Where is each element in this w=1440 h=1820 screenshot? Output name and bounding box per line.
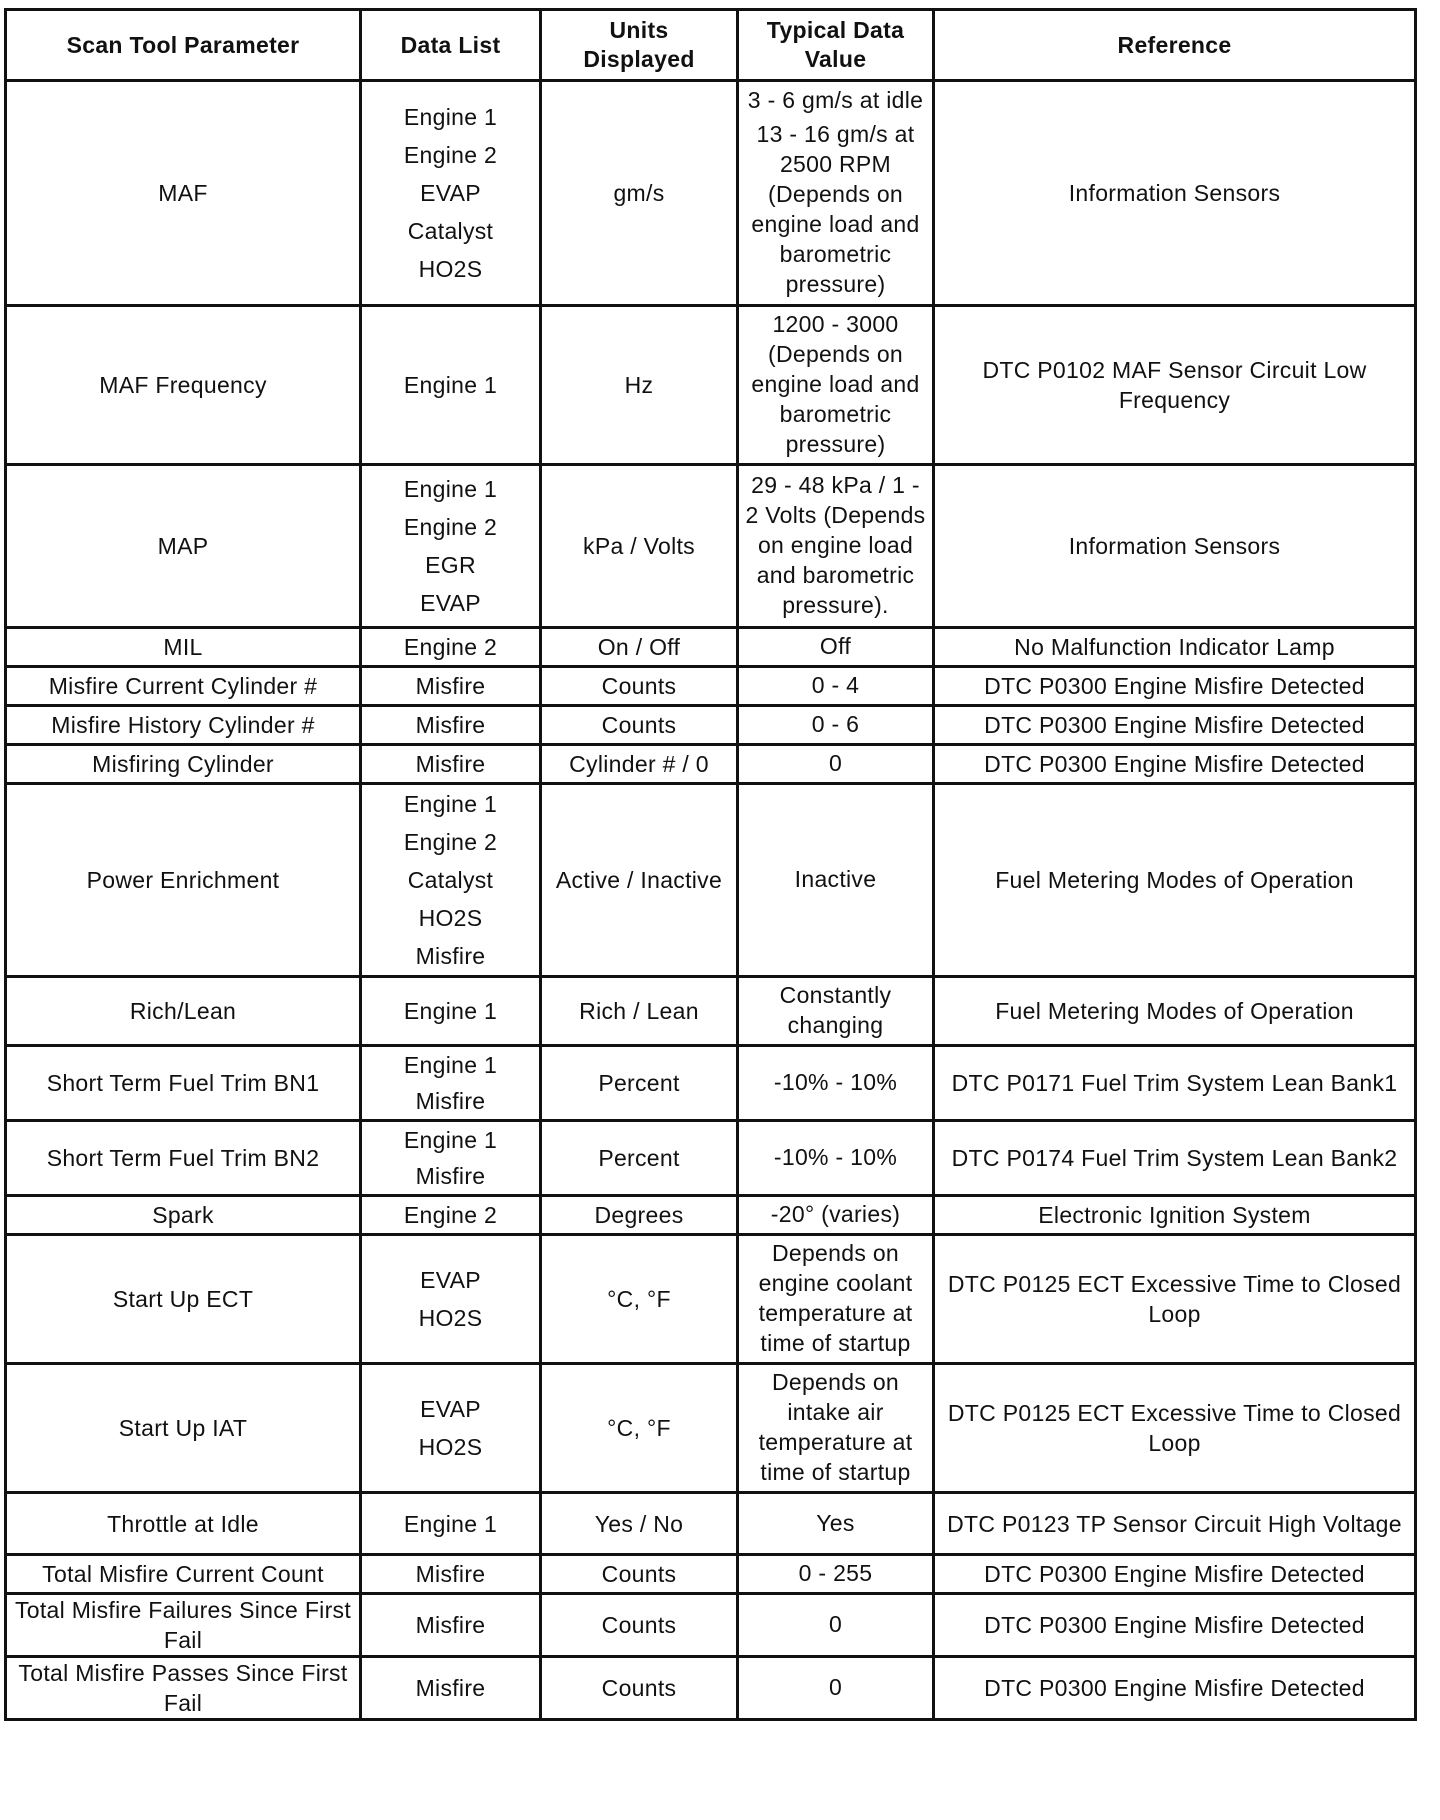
cell-units-displayed: Hz xyxy=(541,306,738,465)
data-list-item: Misfire xyxy=(415,1561,486,1587)
data-list-item: HO2S xyxy=(418,1305,483,1331)
cell-data-list xyxy=(361,1196,541,1235)
cell-data-list xyxy=(361,1121,541,1196)
table-row xyxy=(6,1594,1416,1657)
data-list-item: EGR xyxy=(425,552,476,578)
typical-value-text: Constantly changing xyxy=(779,982,892,1038)
cell-scan-tool-parameter: Total Misfire Passes Since First Fail xyxy=(6,1657,361,1720)
cell-typical-data-value xyxy=(738,1046,934,1121)
data-list-item: Engine 2 xyxy=(403,142,498,168)
typical-value-text: Off xyxy=(819,633,852,659)
header-reference: Reference xyxy=(934,10,1416,81)
header-units-line1: Units xyxy=(609,17,669,43)
data-list-item: Misfire xyxy=(415,751,486,777)
typical-value-text: -20° (varies) xyxy=(770,1201,901,1227)
data-list-item: Engine 2 xyxy=(403,634,498,660)
cell-reference: DTC P0125 ECT Excessive Time to Closed Loop xyxy=(934,1235,1416,1364)
typical-value-text: 0 xyxy=(828,1674,843,1700)
cell-data-list xyxy=(361,306,541,465)
typical-value-text: 0 - 255 xyxy=(798,1560,873,1586)
table-row xyxy=(6,977,1416,1046)
cell-typical-data-value xyxy=(738,81,934,306)
cell-scan-tool-parameter: Rich/Lean xyxy=(6,977,361,1046)
cell-scan-tool-parameter: Spark xyxy=(6,1196,361,1235)
data-list-item: EVAP xyxy=(420,1396,481,1422)
cell-reference: Fuel Metering Modes of Operation xyxy=(934,977,1416,1046)
cell-typical-data-value xyxy=(738,628,934,667)
table-row xyxy=(6,1046,1416,1121)
cell-units-displayed: Rich / Lean xyxy=(541,977,738,1046)
table-row xyxy=(6,784,1416,977)
header-units-displayed xyxy=(541,10,738,81)
cell-units-displayed: kPa / Volts xyxy=(541,465,738,628)
cell-data-list xyxy=(361,1235,541,1364)
cell-scan-tool-parameter: Short Term Fuel Trim BN2 xyxy=(6,1121,361,1196)
table-row xyxy=(6,1657,1416,1720)
data-list-item: Catalyst xyxy=(407,867,494,893)
data-list-item: Engine 1 xyxy=(403,1510,498,1537)
table-row xyxy=(6,628,1416,667)
typical-value-text: 0 xyxy=(828,750,843,776)
cell-scan-tool-parameter: Throttle at Idle xyxy=(6,1493,361,1555)
cell-scan-tool-parameter: Total Misfire Failures Since First Fail xyxy=(6,1594,361,1657)
scan-tool-data-sheet xyxy=(4,8,1414,1721)
typical-value-text: 29 - 48 kPa / 1 - 2 Volts (Depends on engine load and barometric pressure). xyxy=(745,472,926,618)
typical-value-text: 1200 - 3000 (Depends on engine load and barometric pressure) xyxy=(751,311,920,457)
cell-typical-data-value xyxy=(738,1555,934,1594)
scan-tool-parameter-table xyxy=(4,8,1417,1721)
cell-reference: DTC P0102 MAF Sensor Circuit Low Frequency xyxy=(934,306,1416,465)
cell-scan-tool-parameter: MAF Frequency xyxy=(6,306,361,465)
cell-reference: Electronic Ignition System xyxy=(934,1196,1416,1235)
cell-units-displayed: Counts xyxy=(541,1555,738,1594)
typical-value-text: 0 - 4 xyxy=(811,672,860,698)
data-list-item: Misfire xyxy=(415,1612,486,1638)
data-list-item: Misfire xyxy=(415,712,486,738)
cell-units-displayed: Active / Inactive xyxy=(541,784,738,977)
typical-value-text: 3 - 6 gm/s at idle xyxy=(747,87,924,113)
cell-units-displayed: Counts xyxy=(541,1657,738,1720)
table-row xyxy=(6,667,1416,706)
table-row xyxy=(6,81,1416,306)
data-list-item: EVAP xyxy=(420,180,481,206)
cell-scan-tool-parameter: Misfiring Cylinder xyxy=(6,745,361,784)
cell-typical-data-value xyxy=(738,745,934,784)
data-list-item: HO2S xyxy=(418,905,483,931)
cell-data-list xyxy=(361,1046,541,1121)
data-list-item: Catalyst xyxy=(407,218,494,244)
cell-typical-data-value xyxy=(738,667,934,706)
cell-reference: DTC P0300 Engine Misfire Detected xyxy=(934,667,1416,706)
cell-scan-tool-parameter: Total Misfire Current Count xyxy=(6,1555,361,1594)
cell-data-list xyxy=(361,465,541,628)
cell-data-list xyxy=(361,784,541,977)
cell-reference: DTC P0125 ECT Excessive Time to Closed Loop xyxy=(934,1364,1416,1493)
cell-scan-tool-parameter: Short Term Fuel Trim BN1 xyxy=(6,1046,361,1121)
data-list-item: Misfire xyxy=(415,1675,486,1701)
table-row xyxy=(6,465,1416,628)
cell-data-list xyxy=(361,667,541,706)
table-row xyxy=(6,1235,1416,1364)
cell-scan-tool-parameter: Start Up IAT xyxy=(6,1364,361,1493)
header-typical-line1: Typical Data xyxy=(766,17,905,43)
cell-typical-data-value xyxy=(738,1594,934,1657)
data-list-item: EVAP xyxy=(420,1267,481,1293)
typical-value-text: 13 - 16 gm/s at 2500 RPM (Depends on engine load and barometric pressure) xyxy=(751,121,920,297)
cell-typical-data-value xyxy=(738,1493,934,1555)
cell-data-list xyxy=(361,977,541,1046)
typical-value-text: Depends on intake air temperature at time of startup xyxy=(758,1369,913,1485)
cell-reference: DTC P0174 Fuel Trim System Lean Bank2 xyxy=(934,1121,1416,1196)
cell-typical-data-value xyxy=(738,1235,934,1364)
typical-value-text: -10% - 10% xyxy=(773,1144,898,1170)
cell-scan-tool-parameter: Misfire Current Cylinder # xyxy=(6,667,361,706)
cell-units-displayed: Yes / No xyxy=(541,1493,738,1555)
cell-scan-tool-parameter: Misfire History Cylinder # xyxy=(6,706,361,745)
cell-typical-data-value xyxy=(738,465,934,628)
data-list-item: Engine 1 xyxy=(403,998,498,1024)
cell-units-displayed: Cylinder # / 0 xyxy=(541,745,738,784)
cell-scan-tool-parameter: MAF xyxy=(6,81,361,306)
cell-data-list xyxy=(361,1657,541,1720)
data-list-item: Engine 1 xyxy=(403,104,498,130)
typical-value-text: 0 xyxy=(828,1611,843,1637)
cell-scan-tool-parameter: MAP xyxy=(6,465,361,628)
data-list-item: Engine 2 xyxy=(403,829,498,855)
data-list-item: Engine 1 xyxy=(403,372,498,398)
cell-units-displayed: Degrees xyxy=(541,1196,738,1235)
cell-scan-tool-parameter: Start Up ECT xyxy=(6,1235,361,1364)
cell-reference: DTC P0300 Engine Misfire Detected xyxy=(934,1657,1416,1720)
cell-reference: DTC P0171 Fuel Trim System Lean Bank1 xyxy=(934,1046,1416,1121)
header-scan-tool-parameter: Scan Tool Parameter xyxy=(6,10,361,81)
cell-units-displayed: On / Off xyxy=(541,628,738,667)
header-typical-line2: Value xyxy=(804,46,867,72)
typical-value-text: -10% - 10% xyxy=(773,1069,898,1095)
cell-reference: DTC P0300 Engine Misfire Detected xyxy=(934,1555,1416,1594)
table-row xyxy=(6,1121,1416,1196)
data-list-item: Engine 1 xyxy=(403,476,498,502)
cell-scan-tool-parameter: MIL xyxy=(6,628,361,667)
data-list-item: Engine 1 xyxy=(403,1127,498,1153)
table-row xyxy=(6,1555,1416,1594)
typical-value-text: Depends on engine coolant temperature at time of startup xyxy=(758,1240,913,1356)
data-list-item: Engine 1 xyxy=(403,791,498,817)
cell-data-list xyxy=(361,745,541,784)
cell-reference: DTC P0123 TP Sensor Circuit High Voltage xyxy=(934,1493,1416,1555)
cell-reference: DTC P0300 Engine Misfire Detected xyxy=(934,1594,1416,1657)
cell-typical-data-value xyxy=(738,1196,934,1235)
table-row xyxy=(6,1196,1416,1235)
data-list-item: Engine 2 xyxy=(403,1202,498,1228)
cell-units-displayed: gm/s xyxy=(541,81,738,306)
cell-data-list xyxy=(361,706,541,745)
cell-reference: Information Sensors xyxy=(934,81,1416,306)
cell-reference: Information Sensors xyxy=(934,465,1416,628)
cell-units-displayed: °C, °F xyxy=(541,1235,738,1364)
cell-typical-data-value xyxy=(738,1657,934,1720)
typical-value-text: 0 - 6 xyxy=(811,711,860,737)
typical-value-text: Yes xyxy=(816,1509,855,1536)
table-body xyxy=(6,81,1416,1720)
cell-units-displayed: Counts xyxy=(541,667,738,706)
cell-data-list xyxy=(361,628,541,667)
cell-data-list xyxy=(361,1594,541,1657)
data-list-item: Engine 2 xyxy=(403,514,498,540)
table-row xyxy=(6,1493,1416,1555)
data-list-item: HO2S xyxy=(418,256,483,282)
cell-reference: Fuel Metering Modes of Operation xyxy=(934,784,1416,977)
cell-reference: No Malfunction Indicator Lamp xyxy=(934,628,1416,667)
data-list-item: Misfire xyxy=(415,673,486,699)
cell-typical-data-value xyxy=(738,977,934,1046)
cell-units-displayed: Percent xyxy=(541,1046,738,1121)
table-row xyxy=(6,706,1416,745)
cell-data-list xyxy=(361,1364,541,1493)
cell-units-displayed: Counts xyxy=(541,1594,738,1657)
data-list-item: HO2S xyxy=(418,1434,483,1460)
cell-data-list xyxy=(361,1493,541,1555)
cell-reference: DTC P0300 Engine Misfire Detected xyxy=(934,745,1416,784)
cell-typical-data-value xyxy=(738,706,934,745)
cell-data-list xyxy=(361,81,541,306)
cell-typical-data-value xyxy=(738,1364,934,1493)
cell-data-list xyxy=(361,1555,541,1594)
cell-units-displayed: Counts xyxy=(541,706,738,745)
data-list-item: Misfire xyxy=(415,943,486,969)
cell-units-displayed: °C, °F xyxy=(541,1364,738,1493)
header-units-line2: Displayed xyxy=(583,46,695,72)
table-header-row xyxy=(6,10,1416,81)
data-list-item: Misfire xyxy=(415,1088,486,1114)
cell-units-displayed: Percent xyxy=(541,1121,738,1196)
table-row xyxy=(6,306,1416,465)
data-list-item: Misfire xyxy=(415,1163,486,1189)
header-typical-data-value xyxy=(738,10,934,81)
table-row xyxy=(6,745,1416,784)
data-list-item: EVAP xyxy=(420,590,481,616)
header-data-list: Data List xyxy=(361,10,541,81)
cell-typical-data-value xyxy=(738,784,934,977)
cell-scan-tool-parameter: Power Enrichment xyxy=(6,784,361,977)
data-list-item: Engine 1 xyxy=(403,1052,498,1078)
cell-typical-data-value xyxy=(738,1121,934,1196)
typical-value-text: Inactive xyxy=(794,866,877,892)
cell-typical-data-value xyxy=(738,306,934,465)
table-row xyxy=(6,1364,1416,1493)
cell-reference: DTC P0300 Engine Misfire Detected xyxy=(934,706,1416,745)
